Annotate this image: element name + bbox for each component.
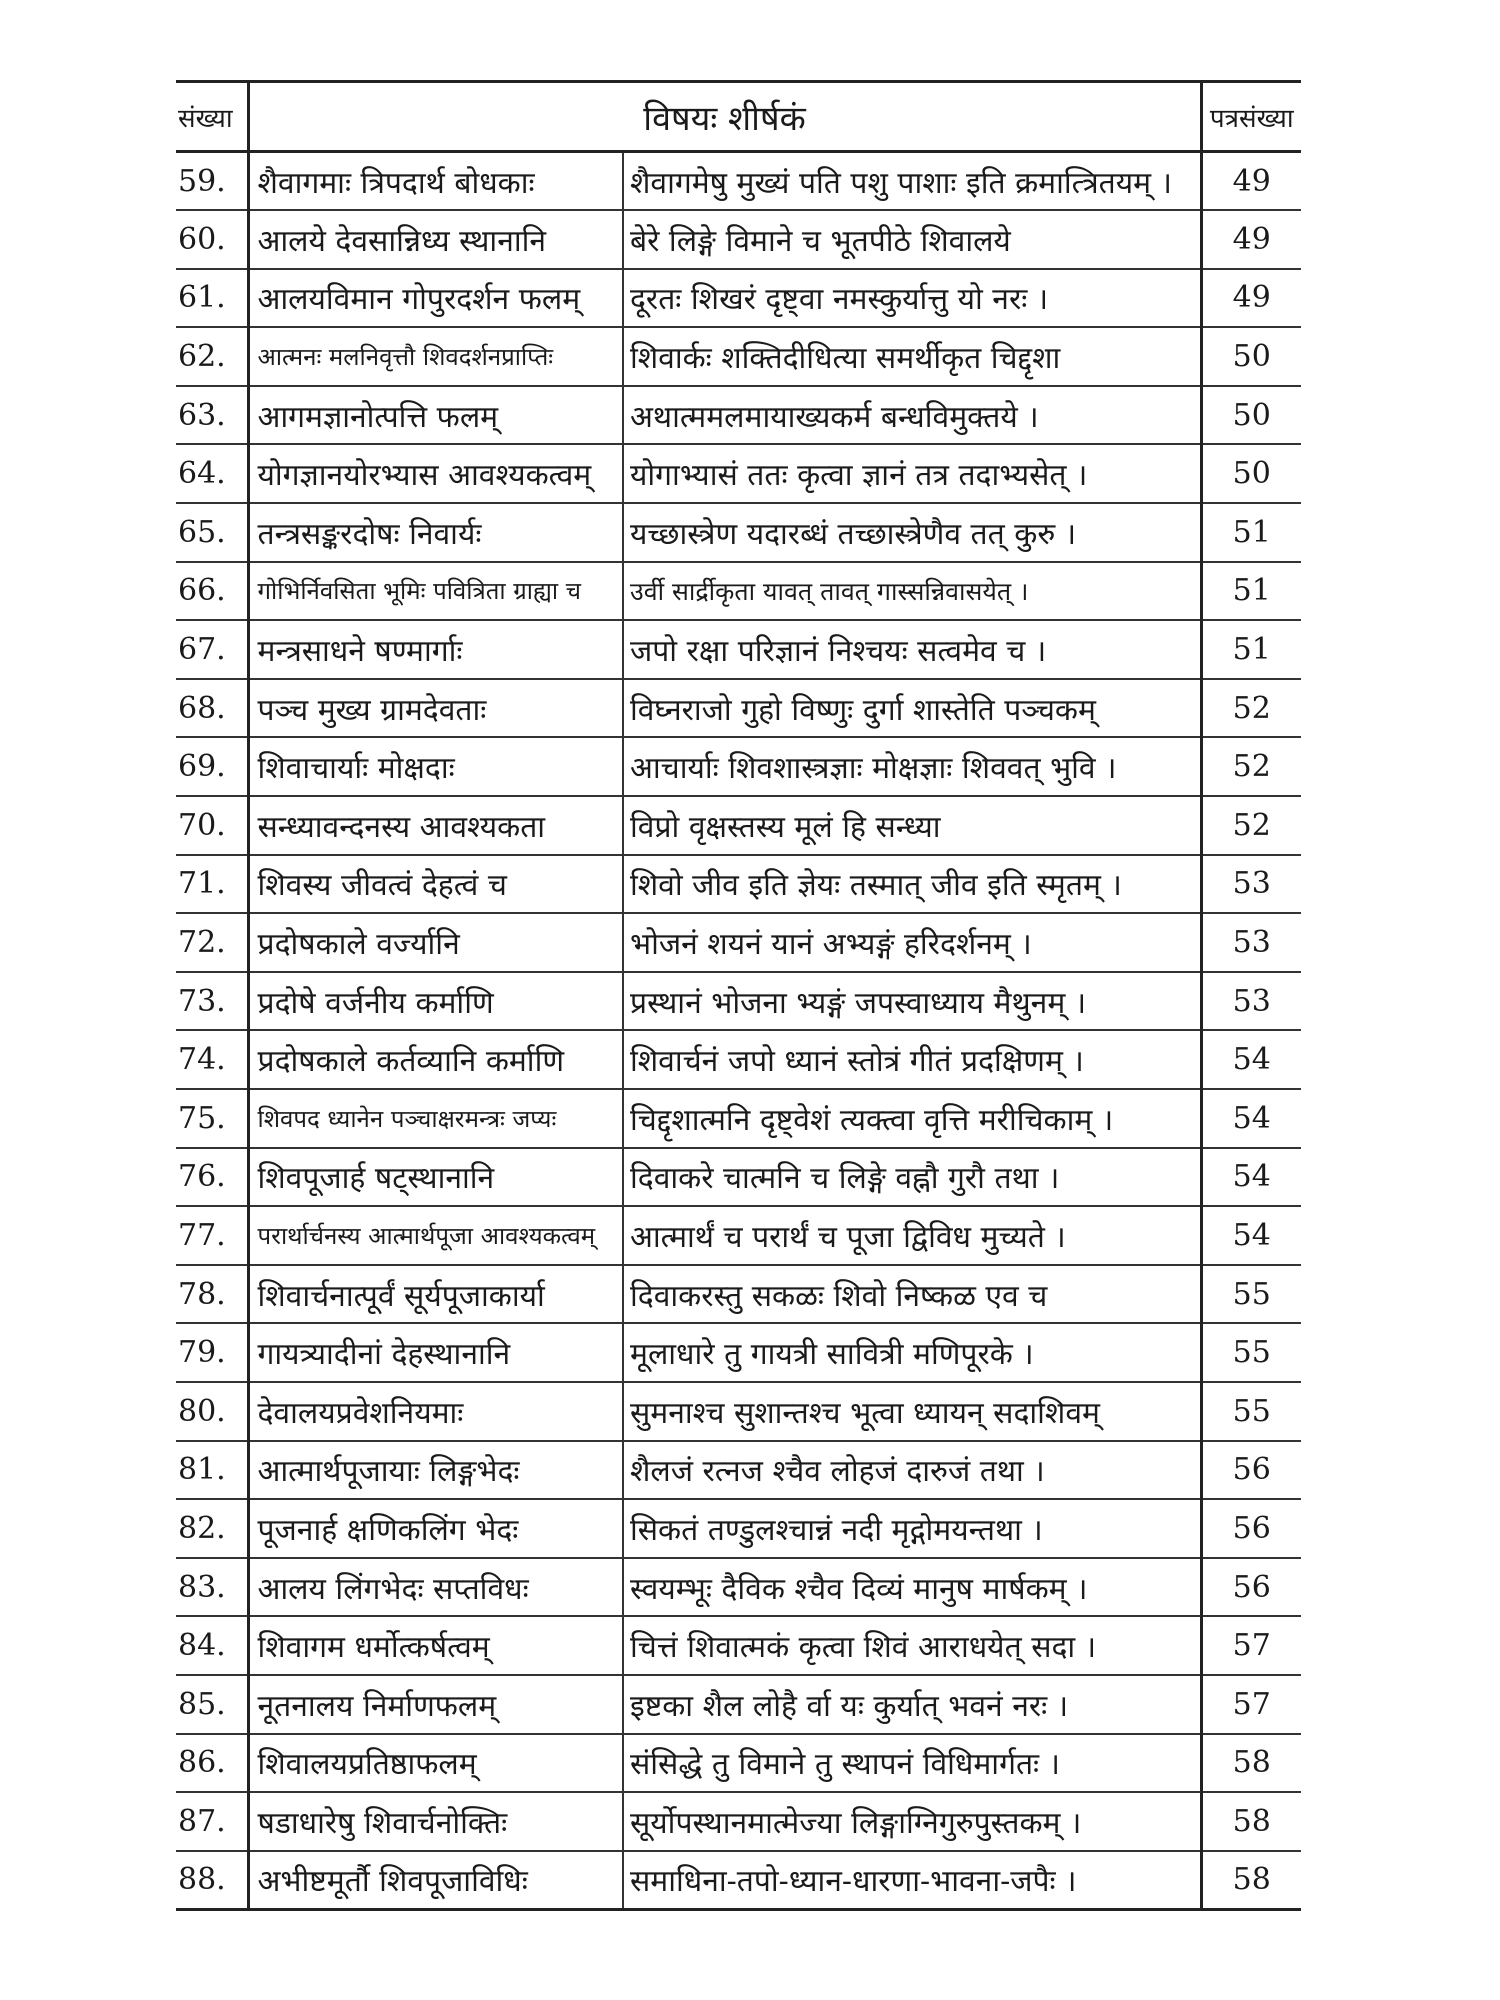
entry-title: आलये देवसान्निध्य स्थानानि	[248, 210, 623, 269]
entry-page-number: 54	[1201, 1206, 1301, 1265]
entry-page-number: 58	[1201, 1734, 1301, 1793]
entry-verse: शैवागमेषु मुख्यं पति पशु पाशाः इति क्रमात्त्रितयम् ।	[623, 152, 1201, 211]
entry-title: शैवागमाः त्रिपदार्थ बोधकाः	[248, 152, 623, 211]
table-row	[176, 1206, 1301, 1265]
number-column-header: संख्या	[176, 82, 248, 152]
entry-verse: शैलजं रत्नज श्चैव लोहजं दारुजं तथा ।	[623, 1441, 1201, 1500]
entry-title: प्रदोषे वर्जनीय कर्माणि	[248, 972, 623, 1031]
table-row	[176, 1499, 1301, 1558]
entry-title: मन्त्रसाधने षण्मार्गाः	[248, 620, 623, 679]
entry-title: अभीष्टमूर्तौ शिवपूजाविधिः	[248, 1851, 623, 1910]
subject-column-header: विषयः शीर्षकं	[248, 82, 1201, 152]
table-row	[176, 855, 1301, 914]
entry-page-number: 55	[1201, 1265, 1301, 1324]
entry-number: 80.	[176, 1382, 248, 1441]
entry-verse: मूलाधारे तु गायत्री सावित्री मणिपूरके ।	[623, 1323, 1201, 1382]
entry-page-number: 50	[1201, 327, 1301, 386]
entry-page-number: 57	[1201, 1675, 1301, 1734]
entry-title: गोभिर्निवसिता भूमिः पवित्रिता ग्राह्या च	[248, 562, 623, 621]
table-row	[176, 679, 1301, 738]
table-row	[176, 1030, 1301, 1089]
entry-page-number: 56	[1201, 1441, 1301, 1500]
entry-title: परार्थार्चनस्य आत्मार्थपूजा आवश्यकत्वम्	[248, 1206, 623, 1265]
entry-page-number: 54	[1201, 1030, 1301, 1089]
entry-number: 72.	[176, 913, 248, 972]
entry-verse: विघ्नराजो गुहो विष्णुः दुर्गा शास्तेति पञ्चकम्	[623, 679, 1201, 738]
entry-page-number: 56	[1201, 1558, 1301, 1617]
entry-number: 66.	[176, 562, 248, 621]
entry-page-number: 49	[1201, 269, 1301, 328]
table-row	[176, 210, 1301, 269]
entry-title: आत्मार्थपूजायाः लिङ्गभेदः	[248, 1441, 623, 1500]
table-row	[176, 1265, 1301, 1324]
entry-title: देवालयप्रवेशनियमाः	[248, 1382, 623, 1441]
entry-page-number: 57	[1201, 1616, 1301, 1675]
table-row	[176, 1792, 1301, 1851]
entry-number: 71.	[176, 855, 248, 914]
entry-title: शिवार्चनात्पूर्वं सूर्यपूजाकार्या	[248, 1265, 623, 1324]
entry-number: 76.	[176, 1148, 248, 1207]
contents-table	[176, 80, 1301, 1911]
entry-verse: दिवाकरे चात्मनि च लिङ्गे वह्नौ गुरौ तथा ।	[623, 1148, 1201, 1207]
entry-title: योगज्ञानयोरभ्यास आवश्यकत्वम्	[248, 444, 623, 503]
entry-page-number: 54	[1201, 1089, 1301, 1148]
table-row	[176, 1148, 1301, 1207]
entry-verse: प्रस्थानं भोजना भ्यङ्गं जपस्वाध्याय मैथुनम् ।	[623, 972, 1201, 1031]
table-row	[176, 269, 1301, 328]
entry-verse: दूरतः शिखरं दृष्ट्वा नमस्कुर्यात्तु यो नरः ।	[623, 269, 1201, 328]
entry-title: नूतनालय निर्माणफलम्	[248, 1675, 623, 1734]
entry-number: 67.	[176, 620, 248, 679]
entry-page-number: 55	[1201, 1323, 1301, 1382]
entry-verse: शिवार्चनं जपो ध्यानं स्तोत्रं गीतं प्रदक्षिणम् ।	[623, 1030, 1201, 1089]
entry-verse: दिवाकरस्तु सकळः शिवो निष्कळ एव च	[623, 1265, 1201, 1324]
entry-verse: यच्छास्त्रेण यदारब्धं तच्छास्त्रेणैव तत् कुरु ।	[623, 503, 1201, 562]
entry-title: गायत्र्यादीनां देहस्थानानि	[248, 1323, 623, 1382]
table-row	[176, 1734, 1301, 1793]
entry-title: पूजनार्ह क्षणिकलिंग भेदः	[248, 1499, 623, 1558]
entry-number: 85.	[176, 1675, 248, 1734]
entry-number: 63.	[176, 386, 248, 445]
entry-number: 69.	[176, 737, 248, 796]
entry-page-number: 55	[1201, 1382, 1301, 1441]
entry-number: 81.	[176, 1441, 248, 1500]
entry-verse: चित्तं शिवात्मकं कृत्वा शिवं आराधयेत् सदा ।	[623, 1616, 1201, 1675]
entry-verse: भोजनं शयनं यानं अभ्यङ्गं हरिदर्शनम् ।	[623, 913, 1201, 972]
entry-number: 82.	[176, 1499, 248, 1558]
entry-number: 88.	[176, 1851, 248, 1910]
entry-title: सन्ध्यावन्दनस्य आवश्यकता	[248, 796, 623, 855]
entry-verse: शिवो जीव इति ज्ञेयः तस्मात् जीव इति स्मृतम् ।	[623, 855, 1201, 914]
table-row	[176, 737, 1301, 796]
entry-page-number: 49	[1201, 210, 1301, 269]
table-row	[176, 1441, 1301, 1500]
entry-title: आगमज्ञानोत्पत्ति फलम्	[248, 386, 623, 445]
entry-verse: सिकतं तण्डुलश्चान्नं नदी मृद्गोमयन्तथा ।	[623, 1499, 1201, 1558]
entry-verse: आचार्याः शिवशास्त्रज्ञाः मोक्षज्ञाः शिववत् भुवि ।	[623, 737, 1201, 796]
entry-page-number: 51	[1201, 503, 1301, 562]
entry-page-number: 56	[1201, 1499, 1301, 1558]
entry-number: 60.	[176, 210, 248, 269]
table-row	[176, 152, 1301, 211]
table-header-row	[176, 82, 1301, 152]
entry-verse: उर्वी सार्द्रीकृता यावत् तावत् गास्सन्निवासयेत् ।	[623, 562, 1201, 621]
table-row	[176, 444, 1301, 503]
entry-page-number: 50	[1201, 444, 1301, 503]
entry-page-number: 52	[1201, 737, 1301, 796]
entry-page-number: 53	[1201, 972, 1301, 1031]
table-row	[176, 620, 1301, 679]
entry-page-number: 53	[1201, 855, 1301, 914]
entry-number: 61.	[176, 269, 248, 328]
entry-verse: चिद्दृशात्मनि दृष्ट्वेशं त्यक्त्वा वृत्ति मरीचिकाम् ।	[623, 1089, 1201, 1148]
page-column-header: पत्रसंख्या	[1201, 82, 1301, 152]
entry-title: शिवपूजार्ह षट्स्थानानि	[248, 1148, 623, 1207]
entry-verse: जपो रक्षा परिज्ञानं निश्चयः सत्वमेव च ।	[623, 620, 1201, 679]
entry-title: शिवाचार्याः मोक्षदाः	[248, 737, 623, 796]
entry-number: 84.	[176, 1616, 248, 1675]
entry-number: 87.	[176, 1792, 248, 1851]
entry-number: 70.	[176, 796, 248, 855]
entry-title: षडाधारेषु शिवार्चनोक्तिः	[248, 1792, 623, 1851]
entry-title: पञ्च मुख्य ग्रामदेवताः	[248, 679, 623, 738]
entry-page-number: 51	[1201, 562, 1301, 621]
entry-title: शिवालयप्रतिष्ठाफलम्	[248, 1734, 623, 1793]
table-row	[176, 1089, 1301, 1148]
entry-number: 65.	[176, 503, 248, 562]
entry-number: 62.	[176, 327, 248, 386]
entry-number: 73.	[176, 972, 248, 1031]
entry-page-number: 58	[1201, 1792, 1301, 1851]
entry-verse: संसिद्धे तु विमाने तु स्थापनं विधिमार्गतः ।	[623, 1734, 1201, 1793]
entry-verse: सुमनाश्च सुशान्तश्च भूत्वा ध्यायन् सदाशिवम्	[623, 1382, 1201, 1441]
entry-title: प्रदोषकाले कर्तव्यानि कर्माणि	[248, 1030, 623, 1089]
table-row	[176, 1382, 1301, 1441]
entry-number: 79.	[176, 1323, 248, 1382]
table-row	[176, 386, 1301, 445]
entry-page-number: 54	[1201, 1148, 1301, 1207]
entry-verse: योगाभ्यासं ततः कृत्वा ज्ञानं तत्र तदाभ्यसेत् ।	[623, 444, 1201, 503]
entry-page-number: 52	[1201, 679, 1301, 738]
entry-title: आलयविमान गोपुरदर्शन फलम्	[248, 269, 623, 328]
entry-verse: बेरे लिङ्गे विमाने च भूतपीठे शिवालये	[623, 210, 1201, 269]
entry-verse: स्वयम्भूः दैविक श्चैव दिव्यं मानुष मार्षकम् ।	[623, 1558, 1201, 1617]
entry-verse: अथात्ममलमायाख्यकर्म बन्धविमुक्तये ।	[623, 386, 1201, 445]
table-row	[176, 503, 1301, 562]
entry-verse: आत्मार्थं च परार्थं च पूजा द्विविध मुच्यते ।	[623, 1206, 1201, 1265]
table-row	[176, 1323, 1301, 1382]
entry-number: 74.	[176, 1030, 248, 1089]
entry-title: शिवस्य जीवत्वं देहत्वं च	[248, 855, 623, 914]
entry-number: 86.	[176, 1734, 248, 1793]
table-row	[176, 913, 1301, 972]
contents-body	[176, 152, 1301, 1910]
entry-page-number: 52	[1201, 796, 1301, 855]
entry-number: 78.	[176, 1265, 248, 1324]
entry-page-number: 49	[1201, 152, 1301, 211]
entry-page-number: 53	[1201, 913, 1301, 972]
entry-number: 64.	[176, 444, 248, 503]
entry-page-number: 58	[1201, 1851, 1301, 1910]
entry-verse: सूर्योपस्थानमात्मेज्या लिङ्गाग्निगुरुपुस्तकम् ।	[623, 1792, 1201, 1851]
table-row	[176, 562, 1301, 621]
entry-title: प्रदोषकाले वर्ज्यानि	[248, 913, 623, 972]
entry-number: 68.	[176, 679, 248, 738]
entry-title: शिवपद ध्यानेन पञ्चाक्षरमन्त्रः जप्यः	[248, 1089, 623, 1148]
entry-verse: इष्टका शैल लोहै र्वा यः कुर्यात् भवनं नरः ।	[623, 1675, 1201, 1734]
entry-page-number: 51	[1201, 620, 1301, 679]
table-row	[176, 796, 1301, 855]
table-row	[176, 327, 1301, 386]
entry-verse: शिवार्कः शक्तिदीधित्या समर्थीकृत चिद्दृशा	[623, 327, 1201, 386]
entry-number: 75.	[176, 1089, 248, 1148]
table-row	[176, 1616, 1301, 1675]
entry-title: तन्त्रसङ्करदोषः निवार्यः	[248, 503, 623, 562]
table-row	[176, 1675, 1301, 1734]
entry-title: शिवागम धर्मोत्कर्षत्वम्	[248, 1616, 623, 1675]
table-row	[176, 1851, 1301, 1910]
table-row	[176, 972, 1301, 1031]
entry-page-number: 50	[1201, 386, 1301, 445]
entry-verse: समाधिना-तपो-ध्यान-धारणा-भावना-जपैः ।	[623, 1851, 1201, 1910]
table-row	[176, 1558, 1301, 1617]
contents-page	[176, 80, 1301, 1911]
entry-number: 77.	[176, 1206, 248, 1265]
entry-number: 59.	[176, 152, 248, 211]
entry-number: 83.	[176, 1558, 248, 1617]
entry-verse: विप्रो वृक्षस्तस्य मूलं हि सन्ध्या	[623, 796, 1201, 855]
entry-title: आलय लिंगभेदः सप्तविधः	[248, 1558, 623, 1617]
entry-title: आत्मनः मलनिवृत्तौ शिवदर्शनप्राप्तिः	[248, 327, 623, 386]
